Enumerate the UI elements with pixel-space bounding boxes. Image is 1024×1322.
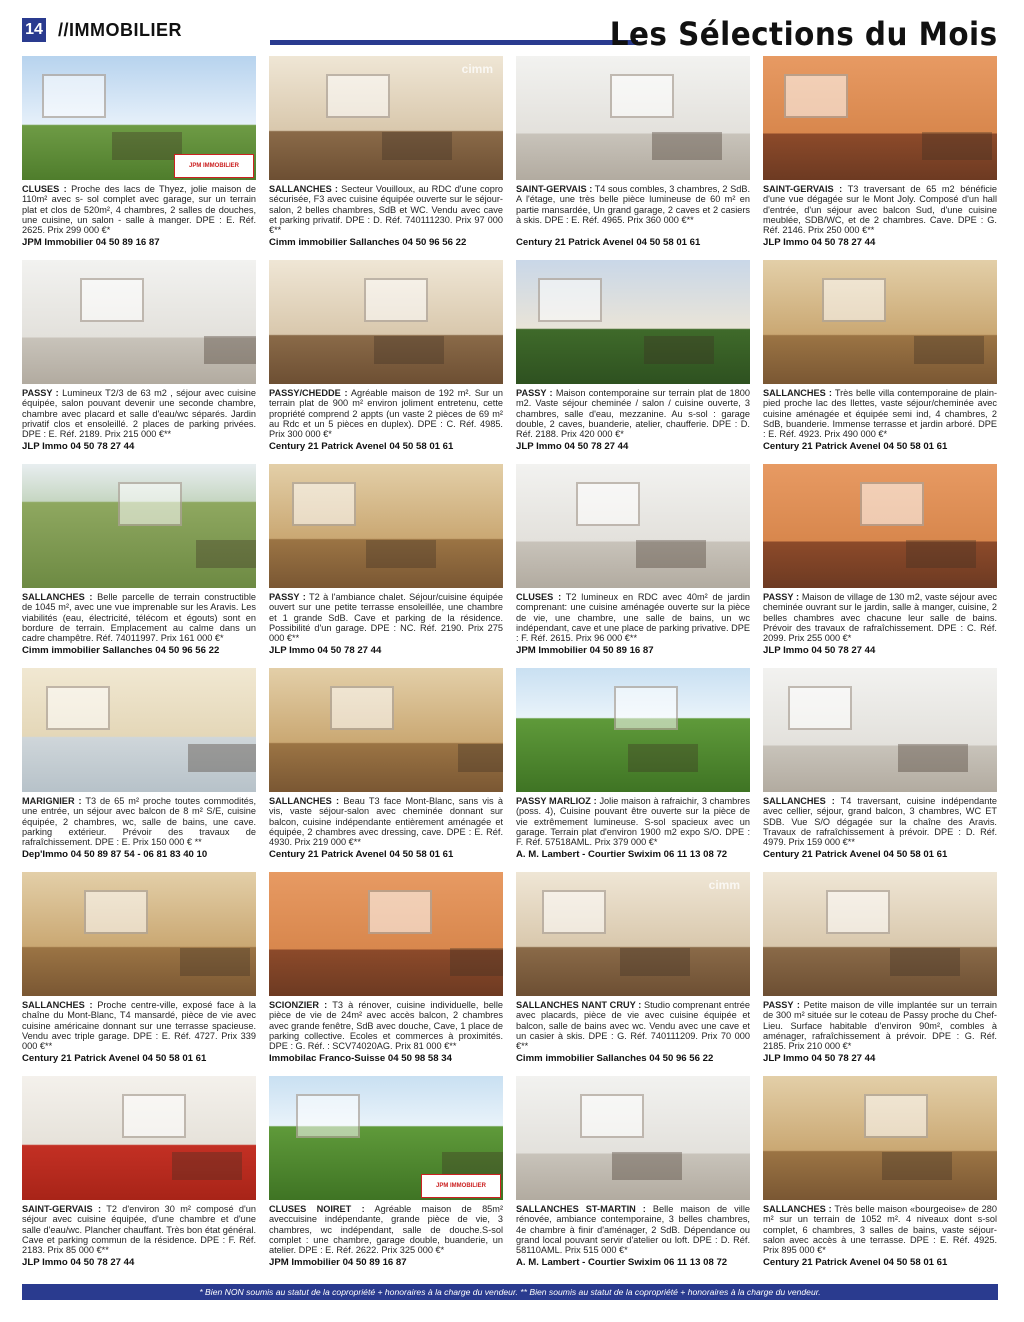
listing-description — [763, 388, 997, 439]
furniture-shape — [652, 132, 722, 160]
furniture-shape — [382, 132, 452, 160]
listing-card[interactable] — [516, 464, 750, 661]
header-rule — [270, 40, 638, 45]
listing-town: PASSY : — [269, 592, 306, 602]
listing-agency: JLP Immo 04 50 78 27 44 — [763, 1053, 876, 1064]
furniture-shape — [620, 948, 690, 976]
listing-agency: Cimm immobilier Sallanches 04 50 96 56 22 — [269, 237, 467, 248]
listing-description — [22, 184, 256, 235]
listing-agency: Immobilac Franco-Suisse 04 50 98 58 34 — [269, 1053, 452, 1064]
listing-text: Maison de village de 130 m2, vaste séjour avec cheminée ouvrant sur le jardin, salle à manger, cuisine, 2 belles chambres avec chacune leur salle de bains. Prévoir des travaux de rafraîchissement. DPE : C. Réf. 2099. Prix 255 000 €* — [763, 592, 997, 643]
listing-card[interactable] — [269, 260, 503, 457]
listing-town: SALLANCHES : — [763, 388, 832, 398]
listing-description — [763, 184, 997, 235]
listing-card[interactable] — [22, 260, 256, 457]
listing-description — [516, 1000, 750, 1051]
listing-agency: Century 21 Patrick Avenel 04 50 58 01 61 — [763, 441, 948, 452]
listing-text: T2 à l'ambiance chalet. Séjour/cuisine équipée ouvert sur une petite terrasse ensoleillée, une chambre et 1 grande SdB. Cave et parking de la résidence. Possibilité d'un garage. DPE : NC. Réf. 2190. Prix 275 000 €** — [269, 592, 503, 643]
section-label: //IMMOBILIER — [58, 20, 182, 40]
listing-description — [763, 1000, 997, 1051]
listing-description — [516, 388, 750, 439]
listing-description — [269, 592, 503, 643]
furniture-shape — [172, 1152, 242, 1180]
listing-photo[interactable] — [516, 668, 750, 792]
window-shape — [538, 278, 602, 322]
furniture-shape — [204, 336, 256, 364]
listing-town: SALLANCHES : — [763, 1204, 832, 1214]
window-shape — [330, 686, 394, 730]
furniture-shape — [188, 744, 256, 772]
listing-photo[interactable] — [22, 464, 256, 588]
listing-description — [516, 1204, 750, 1255]
furniture-shape — [906, 540, 976, 568]
window-shape — [826, 890, 890, 934]
listing-text: Secteur Vouilloux, au RDC d'une copro sécurisée, F3 avec cuisine équipée ouverte sur le séjour-salon, 2 belles chambres, SdB et WC. Vendu avec cave et parking privatif. DPE : D. Réf. 740111230. Prix 97 000 €** — [269, 184, 503, 235]
listing-card[interactable] — [516, 260, 750, 457]
listing-town: PASSY : — [763, 1000, 800, 1010]
listing-agency: JLP Immo 04 50 78 27 44 — [269, 645, 382, 656]
listing-town: PASSY : — [763, 592, 800, 602]
listing-town: PASSY/CHEDDE : — [269, 388, 348, 398]
page-header — [0, 0, 1024, 56]
listing-card[interactable] — [269, 668, 503, 865]
listing-town: PASSY : — [516, 388, 553, 398]
listing-agency: A. M. Lambert - Courtier Swixim 06 11 13 08 72 — [516, 1257, 728, 1268]
listing-town: SALLANCHES : — [269, 184, 338, 194]
listing-description — [22, 1000, 256, 1051]
furniture-shape — [112, 132, 182, 160]
listing-town: PASSY : — [22, 388, 59, 398]
listing-text: Très belle villa contemporaine de plain-pied proche lac des Ilettes, vaste séjour/cheminée avec cuisine aménagée et équipée semi ind, 4 chambres, 2 SdB, buanderie. Immense terrasse et jardin arboré. DPE : E. Réf. 4923. Prix 490 000 €* — [763, 388, 997, 439]
listing-card[interactable] — [763, 260, 997, 457]
window-shape — [42, 74, 106, 118]
listing-photo[interactable] — [269, 260, 503, 384]
listing-card[interactable] — [22, 56, 256, 253]
listing-photo[interactable] — [269, 1076, 503, 1200]
listing-town: SAINT-GERVAIS : — [516, 184, 593, 194]
listing-agency: JPM Immobilier 04 50 89 16 87 — [269, 1257, 407, 1268]
listing-photo[interactable] — [269, 56, 503, 180]
listing-agency: Century 21 Patrick Avenel 04 50 58 01 61 — [269, 441, 454, 452]
furniture-shape — [922, 132, 992, 160]
listing-description — [516, 796, 750, 847]
listing-card[interactable] — [269, 872, 503, 1069]
listing-text: Petite maison de ville implantée sur un terrain de 300 m² située sur le coteau de Passy proche du Chef-Lieu. Surface habitable d'environ 90m², combles à aménager, rafraîchissement à prévoir. DPE : G. Réf. 2185. Prix 210 000 €* — [763, 1000, 997, 1051]
listing-card[interactable] — [763, 668, 997, 865]
window-shape — [788, 686, 852, 730]
furniture-shape — [374, 336, 444, 364]
listing-card[interactable] — [269, 56, 503, 253]
listing-agency: JLP Immo 04 50 78 27 44 — [763, 645, 876, 656]
window-shape — [46, 686, 110, 730]
listing-text: Belle maison de ville rénovée, ambiance contemporaine, 3 belles chambres, 4e chambre à finir d'aménager, 2 SdB. Dépendance ou grand local pouvant servir d'atelier ou loft. DPE : D. Réf. 58110AML. Prix 515 000 €* — [516, 1204, 750, 1255]
listing-photo[interactable] — [22, 668, 256, 792]
listing-agency: A. M. Lambert - Courtier Swixim 06 11 13 08 72 — [516, 849, 728, 860]
window-shape — [84, 890, 148, 934]
furniture-shape — [180, 948, 250, 976]
listing-town: SALLANCHES : — [22, 1000, 93, 1010]
listing-text: T3 de 65 m² proche toutes commodités, une entrée, un séjour avec balcon de 8 m² S/E, cuisine équipée, 2 chambres, wc, salle de bains, une cave. parking extérieur. Prévoir des travaux de rafraîchissement. DPE : E. Prix 150 000 € ** — [22, 796, 256, 847]
agency-logo: JPM IMMOBILIER — [174, 154, 254, 178]
listing-town: SALLANCHES NANT CRUY : — [516, 1000, 642, 1010]
listing-text: Beau T3 face Mont-Blanc, sans vis à vis, vaste séjour-salon avec cheminée donnant sur balcon, cuisine indépendante entièrement aménagée et équipée, 2 chambres avec dressing, cave. DPE : E. Réf. 4930. Prix 219 000 €** — [269, 796, 503, 847]
window-shape — [864, 1094, 928, 1138]
listing-card[interactable] — [763, 872, 997, 1069]
listing-agency: JLP Immo 04 50 78 27 44 — [763, 237, 876, 248]
listing-photo[interactable] — [516, 56, 750, 180]
listing-description — [269, 1000, 503, 1051]
window-shape — [614, 686, 678, 730]
listing-agency: Century 21 Patrick Avenel 04 50 58 01 61 — [516, 237, 701, 248]
listing-photo[interactable] — [22, 872, 256, 996]
furniture-shape — [366, 540, 436, 568]
listing-photo[interactable] — [763, 56, 997, 180]
furniture-shape — [196, 540, 256, 568]
listing-card[interactable] — [763, 1076, 997, 1273]
listing-agency: Cimm immobilier Sallanches 04 50 96 56 22 — [22, 645, 220, 656]
window-shape — [292, 482, 356, 526]
window-shape — [326, 74, 390, 118]
listing-text: Lumineux T2/3 de 63 m2 , séjour avec cuisine équipée, salon pouvant devenir une seconde chambre, chambre avec placard et salle d'eau/wc séparés. Jardin privatif clos et ensoleillé. 2 places de parking privées. DPE : E. Réf. 2189. Prix 215 000 €** — [22, 388, 256, 439]
listing-text: T2 lumineux en RDC avec 40m² de jardin comprenant: une cuisine aménagée ouverte sur la pièce de vie, une chambre, une salle de bains, un wc indépendant, cave et une place de parking privative. DPE : F. Réf. 2615. Prix 96 000 €** — [516, 592, 750, 643]
window-shape — [784, 74, 848, 118]
listing-text: Très belle maison «bourgeoise» de 280 m² sur un terrain de 1052 m². 4 niveaux dont s-sol complet, 6 chambres, 3 salles de bains, vaste séjour-salon avec accès à une terrasse. DPE : E. Réf. 4925. Prix 895 000 €* — [763, 1204, 997, 1255]
listing-agency: Dep'Immo 04 50 89 87 54 - 06 81 83 40 10 — [22, 849, 208, 860]
window-shape — [580, 1094, 644, 1138]
listing-town: SALLANCHES : — [269, 796, 340, 806]
listing-photo[interactable] — [516, 1076, 750, 1200]
window-shape — [122, 1094, 186, 1138]
listing-card[interactable] — [22, 1076, 256, 1273]
listing-text: Jolie maison à rafraichir, 3 chambres (poss. 4), Cuisine pouvant être ouverte sur la pièce de vie extrêmement lumineuse. S-sol spacieux avec un garage. Terrain plat d'environ 1900 m2 expo S/O. DPE : F. Réf. 57518AML. Prix 379 000 €* — [516, 796, 750, 847]
listing-description — [22, 592, 256, 643]
listing-card[interactable] — [516, 1076, 750, 1273]
listing-photo[interactable] — [22, 1076, 256, 1200]
window-shape — [822, 278, 886, 322]
listing-text: Agréable maison de 192 m². Sur un terrain plat de 900 m² environ joliment entretenu, cette propriété comprend 2 appts (un vaste 2 pièces de 69 m² au Rdc et un 5 pièces en duplex). DPE : C. Réf. 4985. Prix 300 000 €* — [269, 388, 503, 439]
listing-town: SALLANCHES : — [22, 592, 93, 602]
photo-watermark: cimm — [461, 62, 493, 76]
listing-photo[interactable] — [763, 1076, 997, 1200]
window-shape — [364, 278, 428, 322]
listing-town: SAINT-GERVAIS : — [22, 1204, 102, 1214]
window-shape — [576, 482, 640, 526]
furniture-shape — [450, 948, 503, 976]
listing-text: Belle parcelle de terrain constructible de 1045 m², avec une vue imprenable sur les Aravis. Les viabilités (eau, électricité, télécom et égouts) sont en bordure de terrain. Emplacement au calme dans un cadre champêtre. Réf. 74011997. Prix 161 000 €* — [22, 592, 256, 643]
listing-agency: Century 21 Patrick Avenel 04 50 58 01 61 — [763, 1257, 948, 1268]
listing-text: T2 d'environ 30 m² composé d'un séjour avec cuisine équipée, d'une chambre et d'une salle d'eau/wc. Plancher chauffant. Très bon état général. Cave et parking commun de la résidence. DPE : F. Réf. 2183. Prix 85 000 €** — [22, 1204, 256, 1255]
listing-agency: Century 21 Patrick Avenel 04 50 58 01 61 — [269, 849, 454, 860]
listing-photo[interactable] — [269, 464, 503, 588]
listing-agency: Cimm immobilier Sallanches 04 50 96 56 22 — [516, 1053, 714, 1064]
listing-town: CLUSES : — [516, 592, 562, 602]
listing-agency: JLP Immo 04 50 78 27 44 — [22, 1257, 135, 1268]
furniture-shape — [636, 540, 706, 568]
listing-card[interactable] — [22, 464, 256, 661]
listing-text: T4 sous combles, 3 chambres, 2 SdB. A l'étage, une très belle pièce lumineuse de 60 m² en partie mansardée, Un grand garage, 2 caves et 2 casiers à skis. DPE : E. Réf. 4965. Prix 360 000 €** — [516, 184, 750, 225]
listing-card[interactable] — [516, 872, 750, 1069]
window-shape — [860, 482, 924, 526]
listing-description — [22, 1204, 256, 1255]
listing-agency: JLP Immo 04 50 78 27 44 — [22, 441, 135, 452]
listing-card[interactable] — [269, 464, 503, 661]
listing-text: T3 traversant de 65 m2 bénéficie d'une vue dégagée sur le Mont Joly. Composé d'un hall d'entrée, d'un séjour avec balcon Sud, d'une cuisine meublée, SDB/WC, et de 2 chambres. Cave. DPE : G. Réf. 2146. Prix 250 000 €** — [763, 184, 997, 235]
listing-photo[interactable] — [763, 668, 997, 792]
agency-logo: JPM IMMOBILIER — [421, 1174, 501, 1198]
listings-grid — [22, 56, 998, 1273]
window-shape — [118, 482, 182, 526]
furniture-shape — [612, 1152, 682, 1180]
listing-photo[interactable] — [22, 56, 256, 180]
listing-description — [22, 796, 256, 847]
listing-text: T4 traversant, cuisine indépendante avec cellier, séjour, grand balcon, 3 chambres, WC ET SDB. Vue S/O dégagée sur la chaîne des Aravis. Travaux de rafraîchissement à prévoir. DPE : D. Réf. 4979. Prix 159 000 €** — [763, 796, 997, 847]
listing-text: Proche centre-ville, exposé face à la chaîne du Mont-Blanc, T4 mansardé, pièce de vie avec cuisine américaine donnant sur une terrasse spacieuse. Vendu avec triple garage. DPE : E. Réf. 4727. Prix 339 000 €** — [22, 1000, 256, 1051]
listing-town: SAINT-GERVAIS : — [763, 184, 843, 194]
listing-description — [269, 796, 503, 847]
listing-photo[interactable] — [516, 464, 750, 588]
listing-description — [763, 592, 997, 643]
listing-photo[interactable] — [763, 260, 997, 384]
listing-card[interactable] — [22, 872, 256, 1069]
listing-card[interactable] — [763, 464, 997, 661]
listing-description — [516, 592, 750, 643]
listing-card[interactable] — [763, 56, 997, 253]
window-shape — [80, 278, 144, 322]
listing-text: Proche des lacs de Thyez, jolie maison de 110m² avec s- sol complet avec garage, sur un terrain plat et clos de 520m², 4 chambres, 2 salles de douches, une cuisine, un salon - salle à manger. DPE : E. Réf. 2625. Prix 299 000 €* — [22, 184, 256, 235]
listing-description — [269, 184, 503, 235]
listing-text: T3 à rénover, cuisine individuelle, belle pièce de vie de 24m² avec accès balcon, 2 chambres avec grande fenêtre, SdB avec douche, Cave, 1 place de parking collective. Ecoles et commerces à proximités. DPE : G. Réf. : SCV74020AG. Prix 81 000 €** — [269, 1000, 503, 1051]
listing-agency: JLP Immo 04 50 78 27 44 — [516, 441, 629, 452]
listing-agency: Century 21 Patrick Avenel 04 50 58 01 61 — [763, 849, 948, 860]
listing-description — [22, 388, 256, 439]
photo-watermark: cimm — [708, 878, 740, 892]
furniture-shape — [890, 948, 960, 976]
listing-text: Studio comprenant entrée avec placards, pièce de vie avec cuisine équipée et balcon, salle de bains avec wc. Vendu avec une cave et un casier à skis. DPE : G. Réf. 740111209. Prix 70 000 €** — [516, 1000, 750, 1051]
listing-card[interactable] — [269, 1076, 503, 1273]
listing-town: MARIGNIER : — [22, 796, 82, 806]
listing-card[interactable] — [516, 56, 750, 253]
listing-description — [763, 796, 997, 847]
listing-description — [763, 1204, 997, 1255]
listing-agency: JPM Immobilier 04 50 89 16 87 — [516, 645, 654, 656]
listing-text: Agréable maison de 85m² aveccuisine indépendante, grande pièce de vie, 3 chambres, wc indépendant, salle de douche.S-sol complet : une chambre, garage double, buanderie, un atelier. DPE : E. Réf. 2622. Prix 325 000 €* — [269, 1204, 503, 1255]
listing-town: CLUSES : — [22, 184, 67, 194]
listing-photo[interactable] — [516, 872, 750, 996]
listing-town: PASSY MARLIOZ : — [516, 796, 597, 806]
listing-town: SALLANCHES : — [763, 796, 835, 806]
listing-town: SCIONZIER : — [269, 1000, 328, 1010]
furniture-shape — [628, 744, 698, 772]
page-number: 14 — [22, 18, 46, 42]
listing-description — [269, 388, 503, 439]
furniture-shape — [644, 336, 714, 364]
footer-note: * Bien NON soumis au statut de la copropriété + honoraires à la charge du vendeur. ** Bien soumis au statut de la copropriété + honoraires à la charge du vendeur. — [22, 1284, 998, 1300]
listing-photo[interactable] — [763, 872, 997, 996]
listing-photo[interactable] — [763, 464, 997, 588]
window-shape — [610, 74, 674, 118]
page-title: Les Sélections du Mois — [610, 15, 998, 53]
listing-agency: Century 21 Patrick Avenel 04 50 58 01 61 — [22, 1053, 207, 1064]
listing-card[interactable] — [516, 668, 750, 865]
window-shape — [368, 890, 432, 934]
listing-photo[interactable] — [269, 872, 503, 996]
listing-photo[interactable] — [516, 260, 750, 384]
listing-town: CLUSES NOIRET : — [269, 1204, 365, 1214]
furniture-shape — [882, 1152, 952, 1180]
listing-description — [269, 1204, 503, 1255]
window-shape — [296, 1094, 360, 1138]
listing-photo[interactable] — [269, 668, 503, 792]
listing-photo[interactable] — [22, 260, 256, 384]
furniture-shape — [914, 336, 984, 364]
furniture-shape — [458, 744, 503, 772]
window-shape — [542, 890, 606, 934]
listing-text: Maison contemporaine sur terrain plat de 1800 m2. Vaste séjour cheminée / salon / cuisine ouverte, 3 chambres, salle d'eau, mezzanine. Au s-sol : garage double, 2 caves, buanderie, atelier, chaufferie. DPE : D. Réf. 2188. Prix 420 000 €* — [516, 388, 750, 439]
furniture-shape — [898, 744, 968, 772]
listing-agency: JPM Immobilier 04 50 89 16 87 — [22, 237, 160, 248]
listing-town: SALLANCHES ST-MARTIN : — [516, 1204, 646, 1214]
listing-description — [516, 184, 750, 235]
listing-card[interactable] — [22, 668, 256, 865]
